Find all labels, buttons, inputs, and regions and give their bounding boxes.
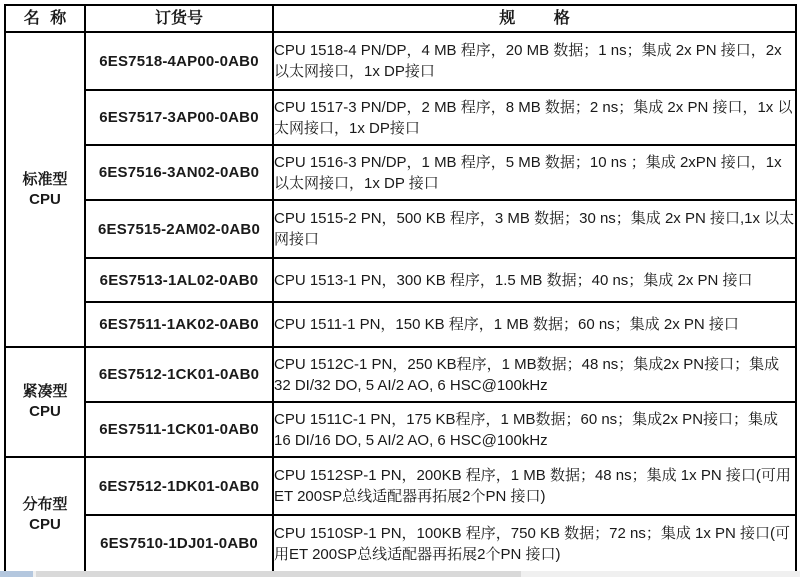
spec-text: CPU 1511-1 PN，150 KB 程序，1 MB 数据；60 ns；集成 2x PN 接口 (273, 302, 796, 347)
category-distributed-cpu (5, 457, 85, 572)
header-order-no: 订货号 (85, 5, 273, 32)
spec-text: CPU 1517-3 PN/DP，2 MB 程序，8 MB 数据；2 ns；集成 2x PN 接口，1x 以太网接口，1x DP接口 (273, 90, 796, 145)
category-compact-cpu (5, 347, 85, 457)
header-row (5, 5, 796, 32)
table-row (5, 402, 796, 457)
category-label-line2: CPU (29, 403, 61, 420)
spec-text: CPU 1516-3 PN/DP，1 MB 程序，5 MB 数据；10 ns ；集成 2xPN 接口，1x 以太网接口，1x DP 接口 (273, 145, 796, 200)
table-row (5, 302, 796, 347)
category-label-line2: CPU (29, 190, 61, 208)
spec-text: CPU 1512C-1 PN，250 KB程序，1 MB数据；48 ns；集成2x PN接口；集成 32 DI/32 DO, 5 AI/2 AO, 6 HSC@100kHz (273, 347, 796, 402)
cpu-spec-table (4, 4, 797, 573)
spec-text: CPU 1510SP-1 PN，100KB 程序，750 KB 数据；72 ns；集成 1x PN 接口(可用ET 200SP总线适配器再拓展2个PN 接口) (273, 515, 796, 572)
order-number: 6ES7512-1DK01-0AB0 (85, 457, 273, 515)
order-number: 6ES7510-1DJ01-0AB0 (85, 515, 273, 572)
spec-text: CPU 1515-2 PN，500 KB 程序，3 MB 数据；30 ns；集成 2x PN 接口,1x 以太网接口 (273, 200, 796, 258)
table-row (5, 347, 796, 402)
header-name: 名 称 (5, 5, 85, 32)
order-number: 6ES7511-1CK01-0AB0 (85, 402, 273, 457)
spec-text: CPU 1511C-1 PN，175 KB程序，1 MB数据；60 ns；集成2x PN接口；集成 16 DI/16 DO, 5 AI/2 AO, 6 HSC@100kHz (273, 402, 796, 457)
category-label-line2: CPU (29, 515, 61, 533)
table-row (5, 90, 796, 145)
order-number: 6ES7518-4AP00-0AB0 (85, 32, 273, 90)
table-row (5, 32, 796, 90)
order-number: 6ES7517-3AP00-0AB0 (85, 90, 273, 145)
window-edge-tab (0, 571, 33, 577)
category-label-line1: 分布型 (22, 495, 68, 513)
category-label-line1: 紧凑型 (22, 383, 68, 400)
table-row (5, 145, 796, 200)
category-standard-cpu (5, 32, 85, 347)
spec-text: CPU 1518-4 PN/DP，4 MB 程序，20 MB 数据；1 ns；集成 2x PN 接口，2x 以太网接口，1x DP接口 (273, 32, 796, 90)
table-row (5, 200, 796, 258)
order-number: 6ES7512-1CK01-0AB0 (85, 347, 273, 402)
spec-text: CPU 1512SP-1 PN，200KB 程序，1 MB 数据；48 ns；集成 1x PN 接口(可用ET 200SP总线适配器再拓展2个PN 接口) (273, 457, 796, 515)
order-number: 6ES7511-1AK02-0AB0 (85, 302, 273, 347)
table-row (5, 258, 796, 302)
table-row (5, 515, 796, 572)
table-row (5, 457, 796, 515)
order-number: 6ES7513-1AL02-0AB0 (85, 258, 273, 302)
window-edge-bar (36, 571, 521, 577)
order-number: 6ES7516-3AN02-0AB0 (85, 145, 273, 200)
header-spec: 规 格 (273, 5, 796, 32)
order-number: 6ES7515-2AM02-0AB0 (85, 200, 273, 258)
category-label-line1: 标准型 (22, 170, 68, 188)
spec-text: CPU 1513-1 PN，300 KB 程序，1.5 MB 数据；40 ns；集成 2x PN 接口 (273, 258, 796, 302)
window-edge-strip (0, 571, 800, 577)
